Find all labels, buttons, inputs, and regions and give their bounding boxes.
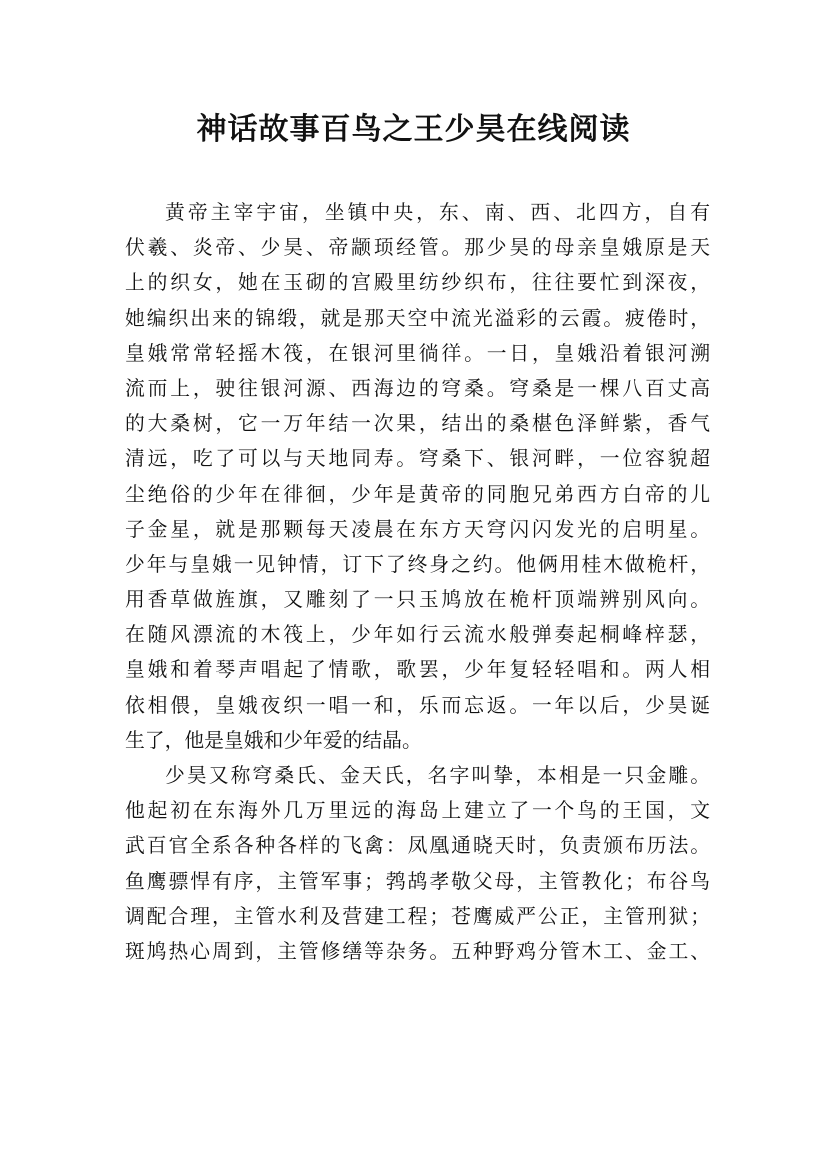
text-line: 的大桑树，它一万年结一次果，结出的桑椹色泽鲜紫，香气 <box>125 412 710 436</box>
text-line: 他起初在东海外几万里远的海岛上建立了一个鸟的王国，文 <box>125 799 710 823</box>
text-line: 尘绝俗的少年在徘徊，少年是黄帝的同胞兄弟西方白帝的儿 <box>125 482 710 506</box>
paragraph-2 <box>125 758 710 969</box>
text-line: 依相偎，皇娥夜织一唱一和，乐而忘返。一年以后，少昊诞 <box>125 693 710 717</box>
text-line: 生了，他是皇娥和少年爱的结晶。 <box>125 728 422 752</box>
text-line: 伏羲、炎帝、少昊、帝颛顼经管。那少昊的母亲皇娥原是天 <box>125 236 710 260</box>
text-line: 少年与皇娥一见钟情，订下了终身之约。他俩用桂木做桅杆， <box>125 552 710 576</box>
text-line: 子金星，就是那颗每天凌晨在东方天穹闪闪发光的启明星。 <box>125 517 710 541</box>
text-line: 鱼鹰骠悍有序，主管军事；鹁鸪孝敬父母，主管教化；布谷鸟 <box>125 869 710 893</box>
text-line: 流而上，驶往银河源、西海边的穹桑。穹桑是一棵八百丈高 <box>125 376 710 400</box>
text-line: 用香草做旌旗，又雕刻了一只玉鸠放在桅杆顶端辨别风向。 <box>125 588 710 612</box>
text-line: 清远，吃了可以与天地同寿。穹桑下、银河畔，一位容貌超 <box>125 447 710 471</box>
text-line: 上的织女，她在玉砌的宫殿里纺纱织布，往往要忙到深夜， <box>125 271 710 295</box>
text-line: 斑鸠热心周到，主管修缮等杂务。五种野鸡分管木工、金工、 <box>125 939 710 963</box>
text-line: 武百官全系各种各样的飞禽：凤凰通晓天时，负责颁布历法。 <box>125 834 710 858</box>
text-line: 少昊又称穹桑氏、金天氏，名字叫挚，本相是一只金雕。 <box>165 764 710 787</box>
text-line: 皇娥和着琴声唱起了情歌，歌罢，少年复轻轻唱和。两人相 <box>125 658 710 682</box>
document-body <box>125 195 710 969</box>
text-line: 她编织出来的锦缎，就是那天空中流光溢彩的云霞。疲倦时， <box>125 306 710 330</box>
paragraph-1 <box>125 195 710 758</box>
document-title: 神话故事百鸟之王少昊在线阅读 <box>196 112 631 147</box>
text-line: 黄帝主宰宇宙，坐镇中央，东、南、西、北四方，自有 <box>165 201 710 224</box>
text-line: 在随风漂流的木筏上，少年如行云流水般弹奏起桐峰梓瑟， <box>125 623 710 647</box>
text-line: 皇娥常常轻摇木筏，在银河里徜徉。一日，皇娥沿着银河溯 <box>125 341 710 365</box>
text-line: 调配合理，主管水利及营建工程；苍鹰威严公正，主管刑狱； <box>125 904 710 928</box>
